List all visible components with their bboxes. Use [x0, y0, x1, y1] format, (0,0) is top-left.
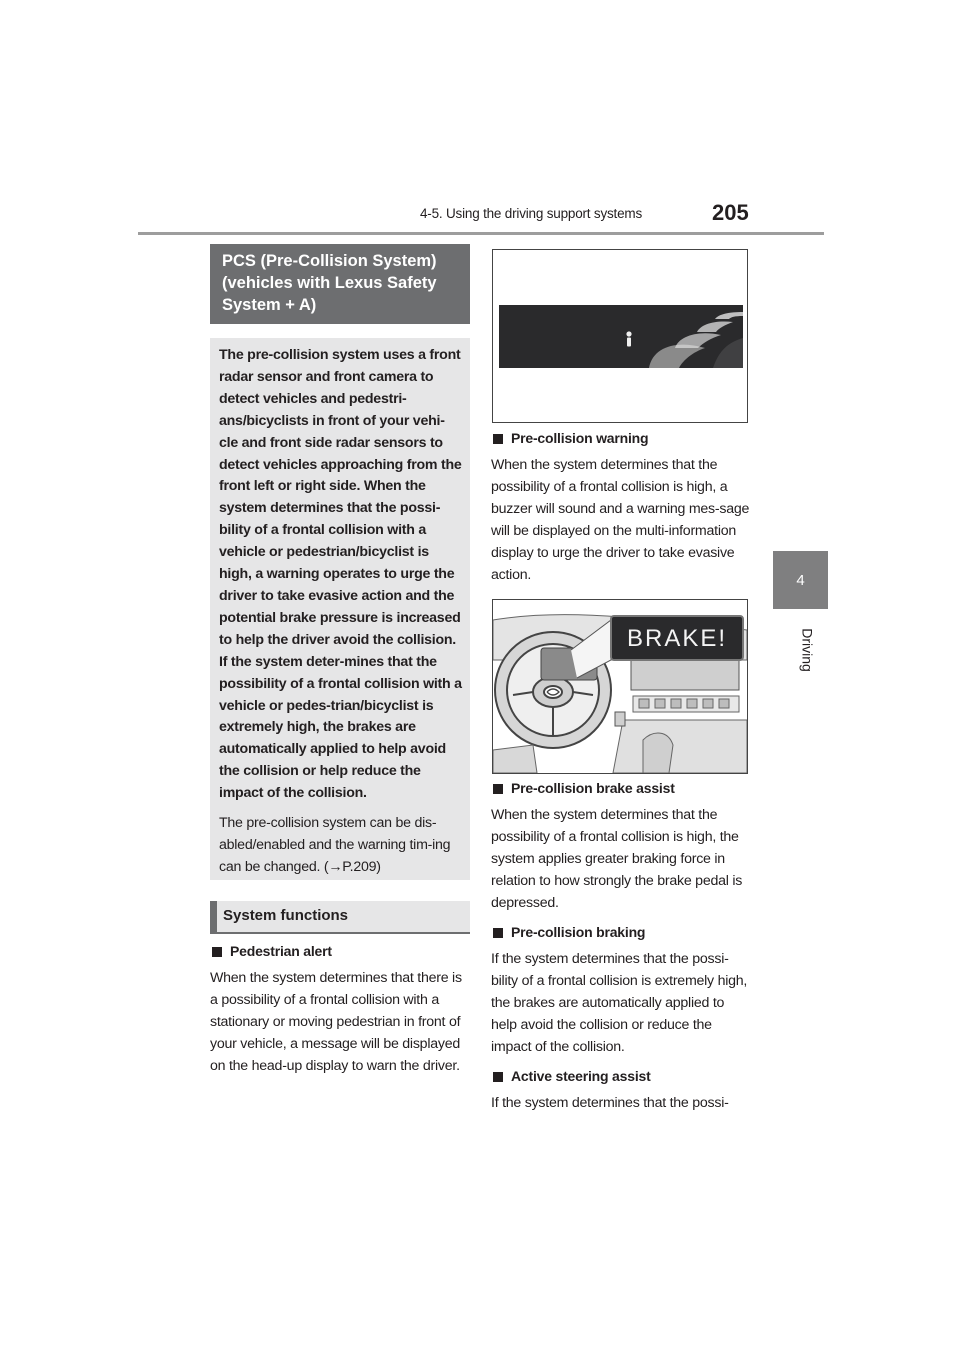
active-steering-assist-text: If the system determines that the possi- [491, 1095, 729, 1111]
square-bullet-icon [212, 947, 222, 957]
pcs-intro-note: The pre-collision system can be dis-abled/enabled and the warning tim-ing can be changed. (→P.209) [219, 815, 451, 875]
chapter-label: Driving [799, 628, 816, 672]
section-title-pcs: PCS (Pre-Collision System) (vehicles with Lexus Safety System + A) [210, 244, 470, 324]
brake-message: BRAKE! [626, 625, 728, 652]
figure-hud-pedestrian-alert [492, 249, 748, 423]
pcs-intro-bold: The pre-collision system uses a front radar sensor and front camera to detect vehicles and pedestri-ans/bicyclists in front of your vehi-cle and front side radar sensors to detect vehicles approaching from the front left or right side. When the system determines that the possi-bility of a frontal collision with a vehicle or pedestrian/bicyclist is high, a warning operates to urge the driver to take evasive action and the potential brake pressure is increased to help the driver avoid the collision. If the system deter-mines that the possibility of a frontal collision with a vehicle or pedes-trian/bicyclist is extremely high, the brakes are automatically applied to help avoid the collision or help reduce the impact of the collision. [219, 347, 462, 802]
pedestrian-icon [626, 331, 631, 346]
running-header-section: 4-5. Using the driving support systems [420, 206, 642, 221]
subheading-active-steering-assist: Active steering assist [491, 1066, 753, 1086]
chapter-tab [773, 551, 828, 609]
section-title-system-functions: System functions [210, 901, 470, 934]
chapter-number: 4 [796, 571, 805, 589]
subheading-pre-collision-brake-assist: Pre-collision brake assist [491, 778, 753, 798]
square-bullet-icon [493, 928, 503, 938]
subheading-pedestrian-alert: Pedestrian alert [210, 941, 470, 961]
pre-collision-brake-assist-text: When the system determines that the possibility of a frontal collision is high, the system applies greater braking force in relation to how strongly the brake pedal is depressed. [491, 807, 743, 911]
pre-collision-braking-text: If the system determines that the possi-bility of a frontal collision is extremely high, the brakes are automatically applied to help avoid the collision or reduce the impact of the collision. [491, 951, 748, 1055]
pedestrian-alert-text: When the system determines that there is a possibility of a frontal collision with a stationary or moving pedestrian in front of your vehicle, a message will be displayed on the head-up display to warn the driver. [210, 970, 462, 1074]
subheading-pre-collision-braking: Pre-collision braking [491, 922, 753, 942]
figure-dashboard-brake-warning [492, 599, 748, 774]
square-bullet-icon [493, 784, 503, 794]
subheading-pre-collision-warning: Pre-collision warning [491, 428, 753, 448]
pre-collision-warning-text: When the system determines that the possibility of a frontal collision is high, a buzzer will sound and a warning mes-sage will be displayed on the multi-information display to urge the driver to take evasive action. [491, 457, 750, 583]
page-number: 205 [712, 200, 749, 225]
header-rule [138, 232, 824, 235]
square-bullet-icon [493, 1072, 503, 1082]
square-bullet-icon [493, 434, 503, 444]
pcs-intro-box [210, 338, 470, 880]
